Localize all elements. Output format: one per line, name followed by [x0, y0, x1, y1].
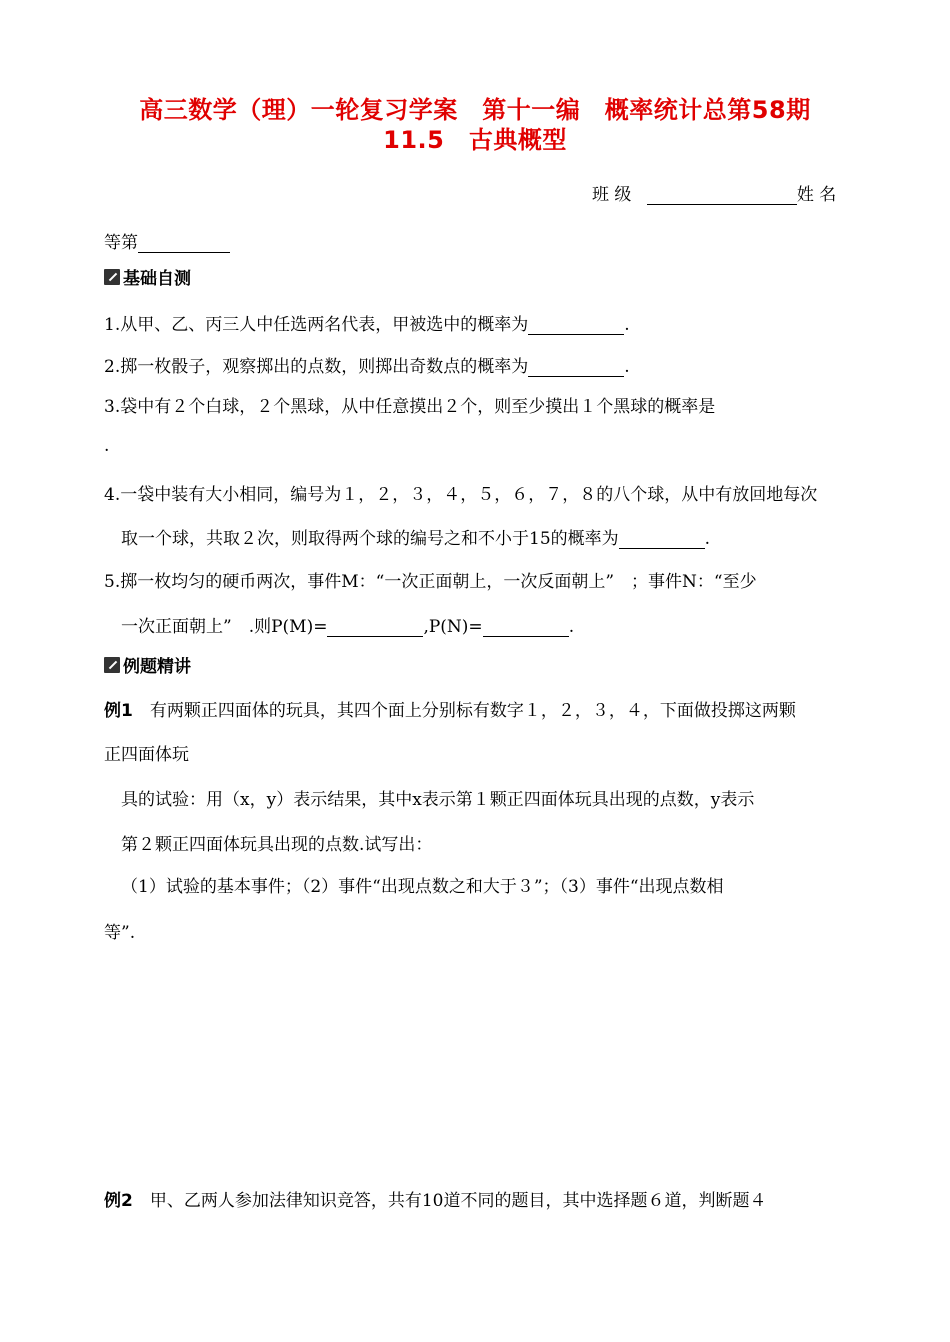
document-subtitle: 11.5 古典概型: [383, 126, 567, 154]
name-label: 姓 名: [796, 185, 837, 205]
example-text: 甲、乙两人参加法律知识竞答，共有10道不同的题目，其中选择题６道，判断题４: [132, 1191, 767, 1211]
section-heading-examples: [104, 652, 191, 677]
example-2-line1: [104, 1186, 766, 1211]
question-text: ,P(N)=: [423, 617, 483, 637]
example-1-line4: 第２颗正四面体玩具出现的点数.试写出：: [121, 835, 433, 855]
question-end: .: [624, 357, 630, 377]
question-3: [104, 392, 715, 417]
answer-blank-pn: [483, 619, 569, 637]
document-title: 高三数学（理）一轮复习学案 第十一编 概率统计总第58期: [139, 96, 811, 124]
question-end: .: [704, 529, 711, 549]
example-text: 有两颗正四面体的玩具，其四个面上分别标有数字１，２，３，４，下面做投掷这两颗: [132, 701, 796, 721]
question-4-line2: [121, 524, 710, 549]
example-1-line2: 正四面体玩: [104, 745, 189, 765]
rank-row: [104, 228, 230, 253]
answer-blank: [528, 359, 624, 377]
question-1: [104, 310, 630, 335]
example-1-line6: 等”.: [104, 923, 136, 943]
question-text: 2.掷一枚骰子，观察掷出的点数，则掷出奇数点的概率为: [104, 357, 529, 377]
pencil-icon: [104, 657, 120, 673]
question-5-line2: [121, 612, 574, 637]
question-2: [104, 352, 630, 377]
example-label: 例2: [104, 1191, 133, 1211]
section-heading-text: 基础自测: [123, 269, 191, 289]
section-heading-basic: [104, 264, 191, 289]
example-1-line1: [104, 696, 796, 721]
example-label: 例1: [104, 701, 133, 721]
question-end: .: [624, 315, 630, 335]
class-label: 班 级: [592, 185, 632, 205]
rank-blank: [138, 235, 230, 253]
class-blank: [647, 187, 797, 205]
question-text: 1.从甲、乙、丙三人中任选两名代表，甲被选中的概率为: [104, 315, 529, 335]
example-1-line5: （1）试验的基本事件；（2）事件“出现点数之和大于３”；（3）事件“出现点数相: [121, 877, 724, 897]
answer-blank: [528, 317, 624, 335]
section-heading-text: 例题精讲: [123, 657, 191, 677]
rank-label: 等第: [104, 233, 138, 253]
example-1-line3: 具的试验：用（x，y）表示结果，其中x表示第１颗正四面体玩具出现的点数，y表示: [121, 790, 755, 810]
student-info-row: [592, 180, 836, 205]
question-end: .: [568, 617, 575, 637]
question-3-end: .: [104, 436, 110, 456]
question-text: 一次正面朝上” .则P(M)=: [121, 617, 328, 637]
question-5-line1: 5.掷一枚均匀的硬币两次，事件M：“一次正面朝上，一次反面朝上” ；事件N：“至少: [104, 572, 757, 592]
question-4-line1: 4.一袋中装有大小相同，编号为１，２，３，４，５，６，７，８的八个球，从中有放回地每次: [104, 485, 818, 505]
question-text: 取一个球，共取２次，则取得两个球的编号之和不小于15的概率为: [121, 529, 619, 549]
question-text: 3.袋中有２个白球，２个黑球，从中任意摸出２个，则至少摸出１个黑球的概率是: [104, 397, 716, 417]
pencil-icon: [104, 269, 120, 285]
answer-blank: [619, 531, 705, 549]
answer-blank-pm: [327, 619, 423, 637]
